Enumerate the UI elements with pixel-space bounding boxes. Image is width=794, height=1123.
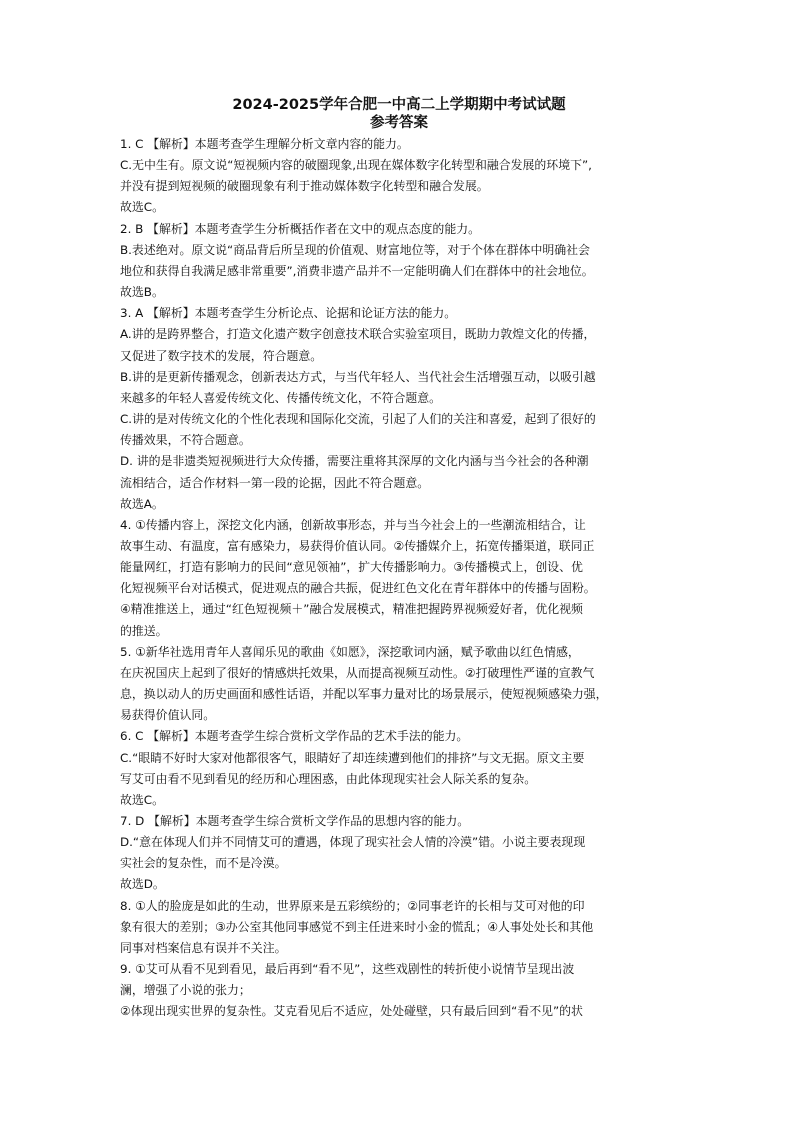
document-title: 2024-2025学年合肥一中高二上学期期中考试试题 bbox=[232, 97, 566, 113]
answer-line: C.讲的是对传统文化的个性化表现和国际化交流，引起了人们的关注和喜爱，起到了很好的 bbox=[120, 412, 596, 427]
answer-line: ④精准推送上，通过“红色短视频＋”融合发展模式，精准把握跨界视频爱好者，优化视频 bbox=[120, 602, 583, 617]
answer-line: 同事对档案信息有误并不关注。 bbox=[120, 940, 287, 955]
answer-line: C.无中生有。原文说“短视频内容的破圈现象,出现在媒体数字化转型和融合发展的环境下”, bbox=[120, 158, 592, 173]
answer-line: 易获得价值认同。 bbox=[120, 708, 216, 723]
answer-line: 1. C 【解析】本题考查学生理解分析文章内容的能力。 bbox=[120, 137, 409, 151]
answer-line: 9. ①艾可从看不见到看见，最后再到“看不见”，这些戏剧性的转折使小说情节呈现出波 bbox=[120, 962, 575, 977]
answer-line: 实社会的复杂性，而不是冷漠。 bbox=[120, 856, 287, 871]
answer-line: 又促进了数字技术的发展，符合题意。 bbox=[120, 348, 323, 363]
answer-line: 7. D 【解析】本题考查学生综合赏析文学作品的思想内容的能力。 bbox=[120, 814, 470, 828]
document-subtitle: 参考答案 bbox=[370, 115, 428, 131]
answer-line: 来越多的年轻人喜爱传统文化、传播传统文化，不符合题意。 bbox=[120, 390, 442, 405]
answer-line: A.讲的是跨界整合，打造文化遗产数字创意技术联合实验室项目，既助力敦煌文化的传播， bbox=[120, 327, 596, 342]
answer-line: 的推送。 bbox=[120, 623, 168, 638]
answer-line: 故选C。 bbox=[120, 200, 164, 215]
answer-line: 地位和获得自我满足感非常重要”,消费非遗产品并不一定能明确人们在群体中的社会地位。 bbox=[120, 263, 594, 278]
answer-line: 象有很大的差别；③办公室其他同事感觉不到主任进来时小金的慌乱；④人事处处长和其他 bbox=[120, 919, 594, 934]
answer-line: 8. ①人的脸庞是如此的生动，世界原来是五彩缤纷的；②同事老许的长相与艾可对他的印 bbox=[120, 898, 585, 913]
answer-line: 6. C 【解析】本题考查学生综合赏析文学作品的艺术手法的能力。 bbox=[120, 729, 469, 744]
answer-line: 能量网红，打造有影响力的民间“意见领袖”，扩大传播影响力。③传播模式上，创设、优 bbox=[120, 560, 583, 575]
answer-line: 并没有提到短视频的破圈现象有利于推动媒体数字化转型和融合发展。 bbox=[120, 179, 489, 194]
answer-document bbox=[120, 96, 678, 1023]
answer-line: 4. ①传播内容上，深挖文化内涵，创新故事形态，并与当今社会上的一些潮流相结合，让 bbox=[120, 517, 586, 532]
answer-line: 3. A 【解析】本题考查学生分析论点、论据和论证方法的能力。 bbox=[120, 306, 457, 321]
answer-line: 传播效果，不符合题意。 bbox=[120, 433, 251, 448]
answer-line: 2. B 【解析】本题考查学生分析概括作者在文中的观点态度的能力。 bbox=[120, 221, 480, 236]
answer-line: 写艾可由看不见到看见的经历和心理困惑，由此体现现实社会人际关系的复杂。 bbox=[120, 771, 537, 786]
answer-line: B.表述绝对。原文说“商品背后所呈现的价值观、财富地位等，对于个体在群体中明确社会 bbox=[120, 242, 590, 257]
answer-line: 澜，增强了小说的张力； bbox=[120, 983, 251, 998]
answer-line: 息，换以动人的历史画面和感性话语，并配以军事力量对比的场景展示，使短视频感染力强， bbox=[120, 687, 608, 702]
answer-line: 故选B。 bbox=[120, 285, 164, 300]
answer-line: 流相结合，适合作材料一第一段的论据，因此不符合题意。 bbox=[120, 475, 430, 490]
answer-line: B.讲的是更新传播观念，创新表达方式，与当代年轻人、当代社会生活增强互动，以吸引越 bbox=[120, 369, 596, 384]
answer-line: D.“意在体现人们并不同情艾可的遭遇，体现了现实社会人情的冷漠”错。小说主要表现现 bbox=[120, 835, 586, 850]
answer-body bbox=[120, 134, 678, 1023]
answer-line: 故选D。 bbox=[120, 877, 165, 892]
answer-line: ②体现出现实世界的复杂性。艾克看见后不适应，处处碰壁，只有最后回到“看不见”的状 bbox=[120, 1004, 583, 1019]
answer-line: C.“眼睛不好时大家对他都很客气，眼睛好了却连续遭到他们的排挤”与文无据。原文主要 bbox=[120, 750, 585, 765]
answer-line: 化短视频平台对话模式，促进观点的融合共振，促进红色文化在青年群体中的传播与固粉。 bbox=[120, 581, 596, 596]
answer-line: D. 讲的是非遗类短视频进行大众传播，需要注重将其深厚的文化内涵与当今社会的各种潮 bbox=[120, 454, 589, 469]
answer-line: 在庆祝国庆上起到了很好的情感烘托效果，从而提高视频互动性。②打破理性严谨的宣教气 bbox=[120, 665, 595, 680]
answer-line: 5. ①新华社选用青年人喜闻乐见的歌曲《如愿》，深挖歌词内涵，赋予歌曲以红色情感， bbox=[120, 644, 580, 659]
answer-line: 故选C。 bbox=[120, 792, 164, 807]
answer-line: 故事生动、有温度，富有感染力，易获得价值认同。②传播媒介上，拓宽传播渠道，联同正 bbox=[120, 538, 595, 553]
answer-line: 故选A。 bbox=[120, 496, 164, 511]
